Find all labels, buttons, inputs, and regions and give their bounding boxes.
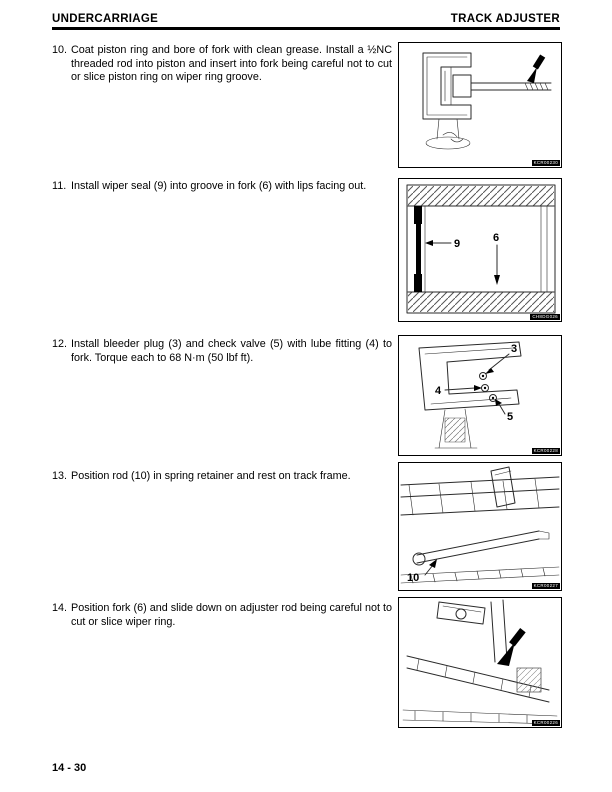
figure-label-3: 3: [511, 343, 518, 355]
header-rule: [52, 27, 560, 30]
page-number: 14 - 30: [52, 762, 87, 774]
figure-step-12: [398, 335, 562, 456]
figure-label-9: 9: [454, 238, 461, 250]
figure-label-6: 6: [493, 232, 500, 244]
step-text: Position rod (10) in spring retainer and rest on track frame.: [71, 470, 351, 482]
page-header: [52, 13, 560, 25]
header-topic-title: TRACK ADJUSTER: [450, 13, 560, 25]
bleeder-plug-illustration: [399, 336, 561, 455]
figure-code: CH8DG026: [532, 314, 558, 319]
figure-code: KCR00227: [533, 583, 558, 588]
step-number: 14.: [52, 602, 68, 614]
step-text: Coat piston ring and bore of fork with clean grease. Install a ½NC threaded rod into piston and insert into fork being careful not to cut or slice piston ring on wiper ring groove.: [71, 44, 392, 84]
figure-step-10: [398, 42, 562, 168]
step-10: [52, 44, 392, 85]
figure-step-14: [398, 597, 562, 728]
step-text: Position fork (6) and slide down on adjuster rod being careful not to cut or slice wiper ring.: [71, 602, 392, 628]
wiper-seal-illustration: [399, 179, 561, 321]
piston-fork-illustration: [399, 43, 561, 167]
step-text: Install bleeder plug (3) and check valve (5) with lube fitting (4) to fork. Torque each to 68 N·m (50 lbf ft).: [71, 338, 392, 364]
rod-track-frame-illustration: [399, 463, 561, 590]
step-number: 11.: [52, 180, 67, 192]
header-section-title: UNDERCARRIAGE: [52, 13, 159, 25]
figure-label-10: 10: [407, 572, 420, 584]
figure-step-13: [398, 462, 562, 591]
step-number: 13.: [52, 470, 68, 482]
figure-step-11: [398, 178, 562, 322]
step-text: Install wiper seal (9) into groove in fork (6) with lips facing out.: [71, 180, 367, 192]
step-11: [52, 180, 392, 194]
step-13: [52, 470, 392, 484]
step-number: 10.: [52, 44, 68, 56]
fork-install-illustration: [399, 598, 561, 727]
figure-label-4: 4: [435, 385, 442, 397]
figure-code: KCR00226: [533, 720, 558, 725]
figure-code: KCR00230: [533, 160, 558, 165]
figure-label-5: 5: [507, 411, 514, 423]
step-14: [52, 602, 392, 629]
figure-code: KCR00228: [533, 448, 558, 453]
step-number: 12.: [52, 338, 68, 350]
step-12: [52, 338, 392, 365]
